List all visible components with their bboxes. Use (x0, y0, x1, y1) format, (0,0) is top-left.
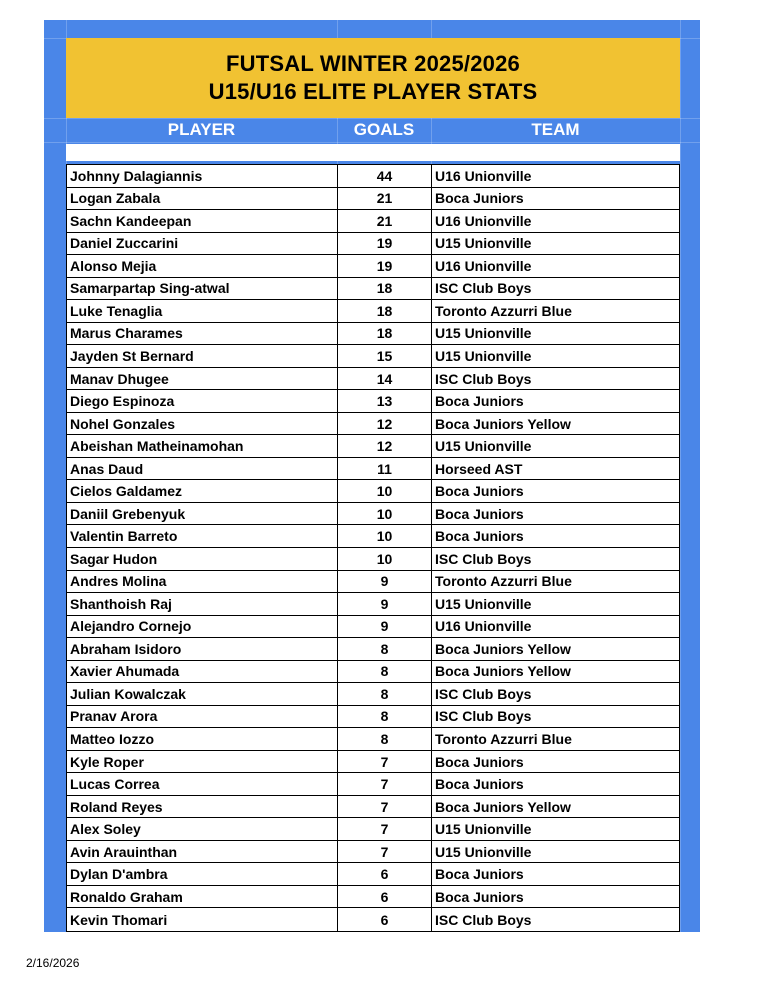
table-row (67, 751, 679, 774)
player-cell: Alejandro Cornejo (67, 616, 338, 638)
player-cell: Luke Tenaglia (67, 300, 338, 322)
goals-cell: 44 (338, 165, 432, 187)
goals-cell: 6 (338, 863, 432, 885)
player-cell: Lucas Correa (67, 773, 338, 795)
team-cell: Boca Juniors Yellow (435, 640, 571, 657)
table-row (67, 188, 679, 211)
team-cell: Boca Juniors (435, 190, 524, 207)
goals-cell: 10 (338, 548, 432, 570)
goals-cell: 7 (338, 841, 432, 863)
column-header-goals: GOALS (353, 120, 415, 139)
team-cell: ISC Club Boys (435, 370, 532, 387)
player-cell: Sachn Kandeepan (67, 210, 338, 232)
team-cell: ISC Club Boys (435, 280, 532, 297)
table-row (67, 796, 679, 819)
player-cell: Daniel Zuccarini (67, 233, 338, 255)
team-cell: Boca Juniors (435, 483, 524, 500)
goals-cell: 6 (338, 908, 432, 931)
team-cell: U15 Unionville (435, 235, 532, 252)
goals-cell: 15 (338, 345, 432, 367)
team-cell: U15 Unionville (435, 347, 532, 364)
player-cell: Diego Espinoza (67, 390, 338, 412)
player-cell: Anas Daud (67, 458, 338, 480)
title-banner (66, 38, 680, 118)
column-header-team: TEAM (531, 120, 580, 139)
team-cell: U15 Unionville (435, 438, 532, 455)
table-row (67, 886, 679, 909)
print-date: 2/16/2026 (26, 956, 80, 970)
goals-cell: 8 (338, 706, 432, 728)
player-cell: Jayden St Bernard (67, 345, 338, 367)
goals-cell: 18 (338, 278, 432, 300)
team-cell: Boca Juniors (435, 888, 524, 905)
table-row (67, 435, 679, 458)
team-cell: Horseed AST (435, 460, 523, 477)
goals-cell: 8 (338, 683, 432, 705)
player-cell: Ronaldo Graham (67, 886, 338, 908)
player-cell: Johnny Dalagiannis (67, 165, 338, 187)
team-cell: Boca Juniors (435, 528, 524, 545)
player-cell: Shanthoish Raj (67, 593, 338, 615)
table-row (67, 593, 679, 616)
table-row (67, 818, 679, 841)
team-cell: U16 Unionville (435, 257, 532, 274)
table-row (67, 300, 679, 323)
goals-cell: 19 (338, 233, 432, 255)
player-cell: Sagar Hudon (67, 548, 338, 570)
column-header-player: PLAYER (167, 120, 236, 139)
goals-cell: 9 (338, 593, 432, 615)
player-cell: Pranav Arora (67, 706, 338, 728)
table-row (67, 233, 679, 256)
table-row (67, 571, 679, 594)
grid-line (680, 20, 681, 932)
player-cell: Manav Dhugee (67, 368, 338, 390)
table-row (67, 548, 679, 571)
blank-spacer-row (66, 144, 680, 161)
table-row (67, 278, 679, 301)
goals-cell: 12 (338, 413, 432, 435)
team-cell: U16 Unionville (435, 212, 532, 229)
team-cell: U16 Unionville (435, 618, 532, 635)
goals-cell: 8 (338, 638, 432, 660)
spreadsheet-area (44, 20, 700, 932)
team-cell: Boca Juniors (435, 505, 524, 522)
player-cell: Kevin Thomari (67, 908, 338, 931)
table-row (67, 323, 679, 346)
goals-cell: 8 (338, 728, 432, 750)
table-row (67, 706, 679, 729)
goals-cell: 7 (338, 796, 432, 818)
table-row (67, 413, 679, 436)
player-stats-table (66, 164, 680, 932)
team-cell: U15 Unionville (435, 843, 532, 860)
goals-cell: 9 (338, 571, 432, 593)
player-cell: Kyle Roper (67, 751, 338, 773)
goals-cell: 8 (338, 661, 432, 683)
title-line-1: FUTSAL WINTER 2025/2026 (226, 51, 520, 76)
team-cell: ISC Club Boys (435, 550, 532, 567)
column-header-row (66, 118, 680, 142)
goals-cell: 19 (338, 255, 432, 277)
player-cell: Abraham Isidoro (67, 638, 338, 660)
table-row (67, 616, 679, 639)
team-cell: Boca Juniors (435, 393, 524, 410)
table-row (67, 908, 679, 931)
team-cell: Toronto Azzurri Blue (435, 573, 572, 590)
team-cell: Boca Juniors Yellow (435, 798, 571, 815)
table-row (67, 638, 679, 661)
player-cell: Marus Charames (67, 323, 338, 345)
goals-cell: 10 (338, 503, 432, 525)
table-row (67, 165, 679, 188)
team-cell: U16 Unionville (435, 167, 532, 184)
player-cell: Avin Arauinthan (67, 841, 338, 863)
team-cell: U15 Unionville (435, 821, 532, 838)
player-cell: Nohel Gonzales (67, 413, 338, 435)
player-cell: Xavier Ahumada (67, 661, 338, 683)
player-cell: Logan Zabala (67, 188, 338, 210)
goals-cell: 9 (338, 616, 432, 638)
table-row (67, 480, 679, 503)
table-row (67, 255, 679, 278)
table-row (67, 863, 679, 886)
goals-cell: 21 (338, 210, 432, 232)
goals-cell: 13 (338, 390, 432, 412)
table-row (67, 525, 679, 548)
table-row (67, 390, 679, 413)
player-cell: Julian Kowalczak (67, 683, 338, 705)
goals-cell: 11 (338, 458, 432, 480)
team-cell: ISC Club Boys (435, 708, 532, 725)
goals-cell: 21 (338, 188, 432, 210)
team-cell: Toronto Azzurri Blue (435, 302, 572, 319)
team-cell: Toronto Azzurri Blue (435, 730, 572, 747)
team-cell: U15 Unionville (435, 325, 532, 342)
player-cell: Andres Molina (67, 571, 338, 593)
player-cell: Alonso Mejia (67, 255, 338, 277)
table-row (67, 841, 679, 864)
player-cell: Daniil Grebenyuk (67, 503, 338, 525)
goals-cell: 14 (338, 368, 432, 390)
team-cell: Boca Juniors Yellow (435, 663, 571, 680)
goals-cell: 7 (338, 773, 432, 795)
player-cell: Valentin Barreto (67, 525, 338, 547)
player-cell: Roland Reyes (67, 796, 338, 818)
player-cell: Alex Soley (67, 818, 338, 840)
goals-cell: 18 (338, 323, 432, 345)
player-cell: Dylan D'ambra (67, 863, 338, 885)
goals-cell: 6 (338, 886, 432, 908)
player-cell: Matteo Iozzo (67, 728, 338, 750)
goals-cell: 12 (338, 435, 432, 457)
team-cell: U15 Unionville (435, 595, 532, 612)
goals-cell: 18 (338, 300, 432, 322)
team-cell: Boca Juniors (435, 866, 524, 883)
team-cell: Boca Juniors (435, 753, 524, 770)
team-cell: Boca Juniors Yellow (435, 415, 571, 432)
player-cell: Abeishan Matheinamohan (67, 435, 338, 457)
player-cell: Samarpartap Sing-atwal (67, 278, 338, 300)
table-row (67, 728, 679, 751)
player-cell: Cielos Galdamez (67, 480, 338, 502)
table-row (67, 683, 679, 706)
goals-cell: 10 (338, 480, 432, 502)
grid-line (44, 142, 700, 143)
table-row (67, 458, 679, 481)
goals-cell: 7 (338, 818, 432, 840)
table-row (67, 345, 679, 368)
table-row (67, 210, 679, 233)
table-row (67, 773, 679, 796)
table-row (67, 503, 679, 526)
table-row (67, 368, 679, 391)
goals-cell: 7 (338, 751, 432, 773)
team-cell: ISC Club Boys (435, 685, 532, 702)
table-row (67, 661, 679, 684)
team-cell: ISC Club Boys (435, 911, 532, 928)
team-cell: Boca Juniors (435, 776, 524, 793)
title-line-2: U15/U16 ELITE PLAYER STATS (208, 79, 538, 104)
goals-cell: 10 (338, 525, 432, 547)
